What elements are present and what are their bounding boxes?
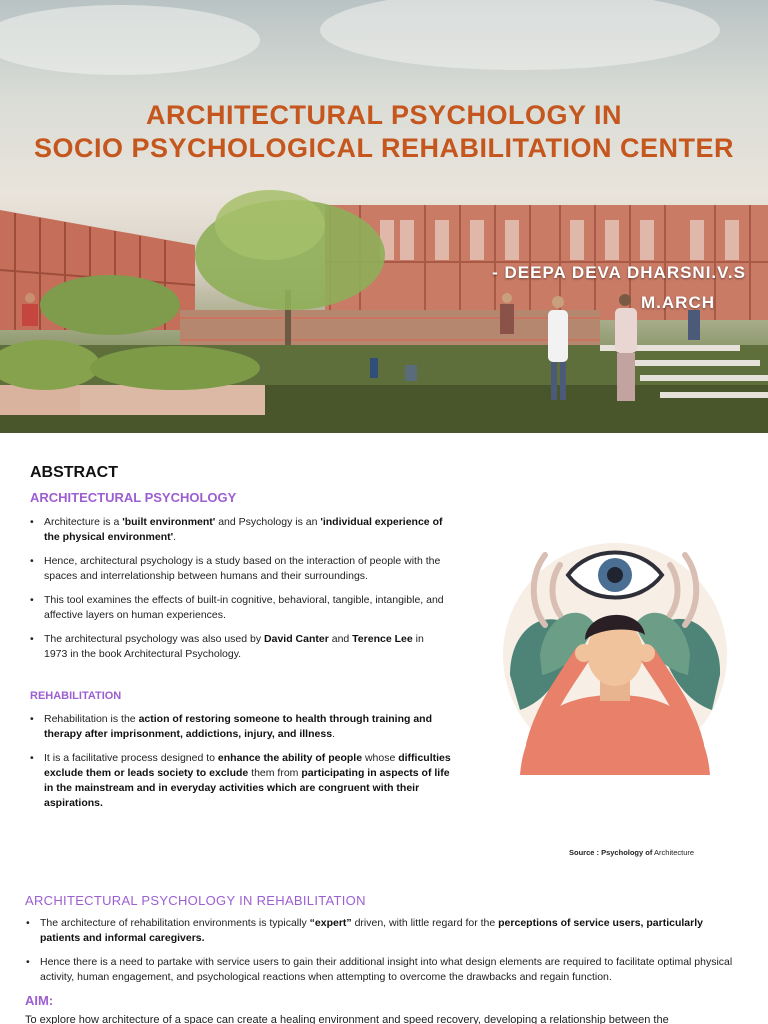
list-item: • Architecture is a 'built environment' and Psychology is an 'individual experience of the physical environment'. xyxy=(30,515,450,545)
list-item: • The architectural psychology was also used by David Canter and Terence Lee in 1973 in the book Architectural Psychology. xyxy=(30,632,450,662)
architectural-psychology-list xyxy=(30,515,450,671)
architectural-psychology-heading: ARCHITECTURAL PSYCHOLOGY xyxy=(30,490,237,505)
list-item: • It is a facilitative process designed to enhance the ability of people whose difficulties exclude them or leads society to exclude them from participating in aspects of life in the mainstream and in everyday activities which are congruent with their aspirations. xyxy=(30,751,455,811)
list-item: • Hence there is a need to partake with service users to gain their additional insight into what design elements are required to facilitate optimal physical activity, human engagement, and psychological reactions when attempting to overcome the drawbacks and regain function. xyxy=(26,955,741,985)
rehabilitation-list xyxy=(30,712,455,820)
hero-image xyxy=(0,0,768,433)
list-item: • This tool examines the effects of built-in cognitive, behavioral, tangible, intangible, and affective layers on human experiences. xyxy=(30,593,450,623)
degree-label: M.ARCH xyxy=(641,293,715,312)
eye-head-illustration xyxy=(490,535,740,775)
image-source-caption: Source : Psychology of Architecture xyxy=(569,848,695,857)
list-item: • Hence, architectural psychology is a study based on the interaction of people with the spaces and interrelationship between humans and their surroundings. xyxy=(30,554,450,584)
list-item: • Rehabilitation is the action of restoring someone to health through training and therapy after imprisonment, addictions, injury, and illness. xyxy=(30,712,455,742)
aim-heading: AIM: xyxy=(25,993,54,1008)
building-rendering xyxy=(0,0,768,433)
author-name: - DEEPA DEVA DHARSNI.V.S xyxy=(492,263,746,282)
arch-psych-rehab-heading: ARCHITECTURAL PSYCHOLOGY IN REHABILITATION xyxy=(25,893,366,908)
abstract-heading: ABSTRACT xyxy=(30,464,118,481)
aim-text: To explore how architecture of a space can create a healing environment and speed recovery, developing a relationship between the xyxy=(25,1014,669,1024)
arch-psych-rehab-list xyxy=(26,916,741,994)
list-item: • The architecture of rehabilitation environments is typically “expert” driven, with little regard for the perceptions of service users, particularly patients and informal caregivers. xyxy=(26,916,741,946)
rehabilitation-heading: REHABILITATION xyxy=(30,690,122,702)
title-line-1: ARCHITECTURAL PSYCHOLOGY IN xyxy=(145,100,623,130)
title-line-2: SOCIO PSYCHOLOGICAL REHABILITATION CENTER xyxy=(33,133,735,163)
